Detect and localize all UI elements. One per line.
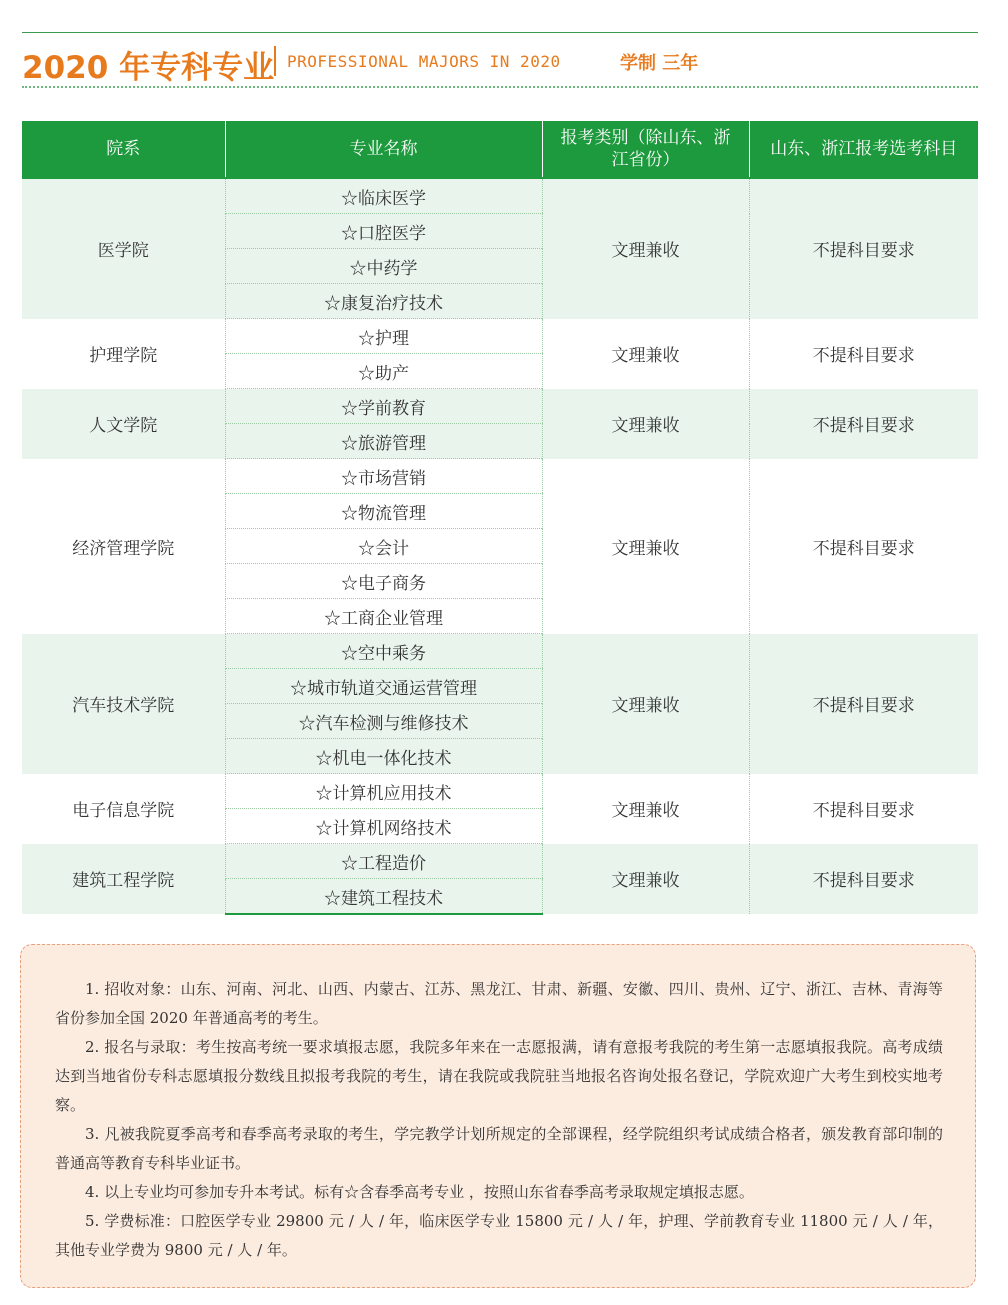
dept-cell: 汽车技术学院 — [22, 634, 225, 774]
category-cell: 文理兼收 — [542, 634, 749, 774]
column-header-subjects: 山东、浙江报考选考科目 — [749, 121, 978, 178]
major-cell: ☆汽车检测与维修技术 — [225, 704, 542, 739]
dept-cell: 医学院 — [22, 178, 225, 319]
category-cell: 文理兼收 — [542, 389, 749, 459]
category-cell: 文理兼收 — [542, 319, 749, 389]
major-cell: ☆机电一体化技术 — [225, 739, 542, 774]
notes-box — [20, 944, 976, 1288]
major-cell: ☆空中乘务 — [225, 634, 542, 669]
table-row — [22, 389, 978, 424]
major-cell: ☆计算机应用技术 — [225, 774, 542, 809]
table-row — [22, 459, 978, 494]
note-item: 1. 招收对象：山东、河南、河北、山西、内蒙古、江苏、黑龙江、甘肃、新疆、安徽、四川、贵州、辽宁、浙江、吉林、青海等省份参加全国 2020 年普通高考的考生。 — [55, 980, 943, 1027]
table-row — [22, 178, 978, 214]
title-separator — [274, 46, 276, 76]
dept-cell: 建筑工程学院 — [22, 844, 225, 915]
page-title: 2020 年专科专业 — [22, 50, 275, 86]
dept-cell: 人文学院 — [22, 389, 225, 459]
category-cell: 文理兼收 — [542, 178, 749, 319]
subjects-cell: 不提科目要求 — [749, 178, 978, 319]
table-row — [22, 634, 978, 669]
major-cell: ☆旅游管理 — [225, 424, 542, 459]
subjects-cell: 不提科目要求 — [749, 389, 978, 459]
column-header-category: 报考类别（除山东、浙江省份） — [542, 121, 749, 178]
table-row — [22, 774, 978, 809]
category-cell: 文理兼收 — [542, 459, 749, 634]
note-item: 5. 学费标准：口腔医学专业 29800 元 / 人 / 年，临床医学专业 15800 元 / 人 / 年，护理、学前教育专业 11800 元 / 人 / 年，其他专业学费为 9800 元 / 人 / 年。 — [55, 1212, 943, 1259]
subjects-cell: 不提科目要求 — [749, 459, 978, 634]
column-header-major: 专业名称 — [225, 121, 542, 178]
major-cell: ☆工程造价 — [225, 844, 542, 879]
major-cell: ☆临床医学 — [225, 178, 542, 214]
category-cell: 文理兼收 — [542, 844, 749, 915]
major-cell: ☆会计 — [225, 529, 542, 564]
dept-cell: 经济管理学院 — [22, 459, 225, 634]
dept-cell: 护理学院 — [22, 319, 225, 389]
subjects-cell: 不提科目要求 — [749, 774, 978, 844]
column-header-dept: 院系 — [22, 121, 225, 178]
category-cell: 文理兼收 — [542, 774, 749, 844]
note-item: 3. 凡被我院夏季高考和春季高考录取的考生，学完教学计划所规定的全部课程，经学院组织考试成绩合格者，颁发教育部印制的普通高等教育专科毕业证书。 — [55, 1125, 943, 1172]
major-cell: ☆学前教育 — [225, 389, 542, 424]
major-cell: ☆市场营销 — [225, 459, 542, 494]
table-row — [22, 844, 978, 879]
major-cell: ☆计算机网络技术 — [225, 809, 542, 844]
page-header — [22, 38, 978, 86]
majors-table — [22, 121, 978, 915]
major-cell: ☆助产 — [225, 354, 542, 389]
major-cell: ☆口腔医学 — [225, 214, 542, 249]
dept-cell: 电子信息学院 — [22, 774, 225, 844]
table-header-row — [22, 121, 978, 178]
subjects-cell: 不提科目要求 — [749, 844, 978, 915]
major-cell: ☆物流管理 — [225, 494, 542, 529]
major-cell: ☆康复治疗技术 — [225, 284, 542, 319]
top-rule — [22, 32, 978, 33]
header-divider — [22, 86, 978, 88]
note-item: 2. 报名与录取：考生按高考统一要求填报志愿，我院多年来在一志愿报满，请有意报考我院的考生第一志愿填报我院。高考成绩达到当地省份专科志愿填报分数线且拟报考我院的考生，请在我院或我院驻当地报名咨询处报名登记，学院欢迎广大考生到校实地考察。 — [55, 1038, 943, 1114]
major-cell: ☆护理 — [225, 319, 542, 354]
major-cell: ☆建筑工程技术 — [225, 879, 542, 915]
major-cell: ☆中药学 — [225, 249, 542, 284]
table-row — [22, 319, 978, 354]
subjects-cell: 不提科目要求 — [749, 319, 978, 389]
major-cell: ☆电子商务 — [225, 564, 542, 599]
major-cell: ☆城市轨道交通运营管理 — [225, 669, 542, 704]
table-body — [22, 178, 978, 914]
duration-label: 学制 三年 — [620, 53, 699, 74]
note-item: 4. 以上专业均可参加专升本考试。标有☆含春季高考专业 ，按照山东省春季高考录取规定填报志愿。 — [85, 1183, 754, 1201]
subjects-cell: 不提科目要求 — [749, 634, 978, 774]
major-cell: ☆工商企业管理 — [225, 599, 542, 634]
page-title-english: PROFESSIONAL MAJORS IN 2020 — [287, 52, 561, 71]
